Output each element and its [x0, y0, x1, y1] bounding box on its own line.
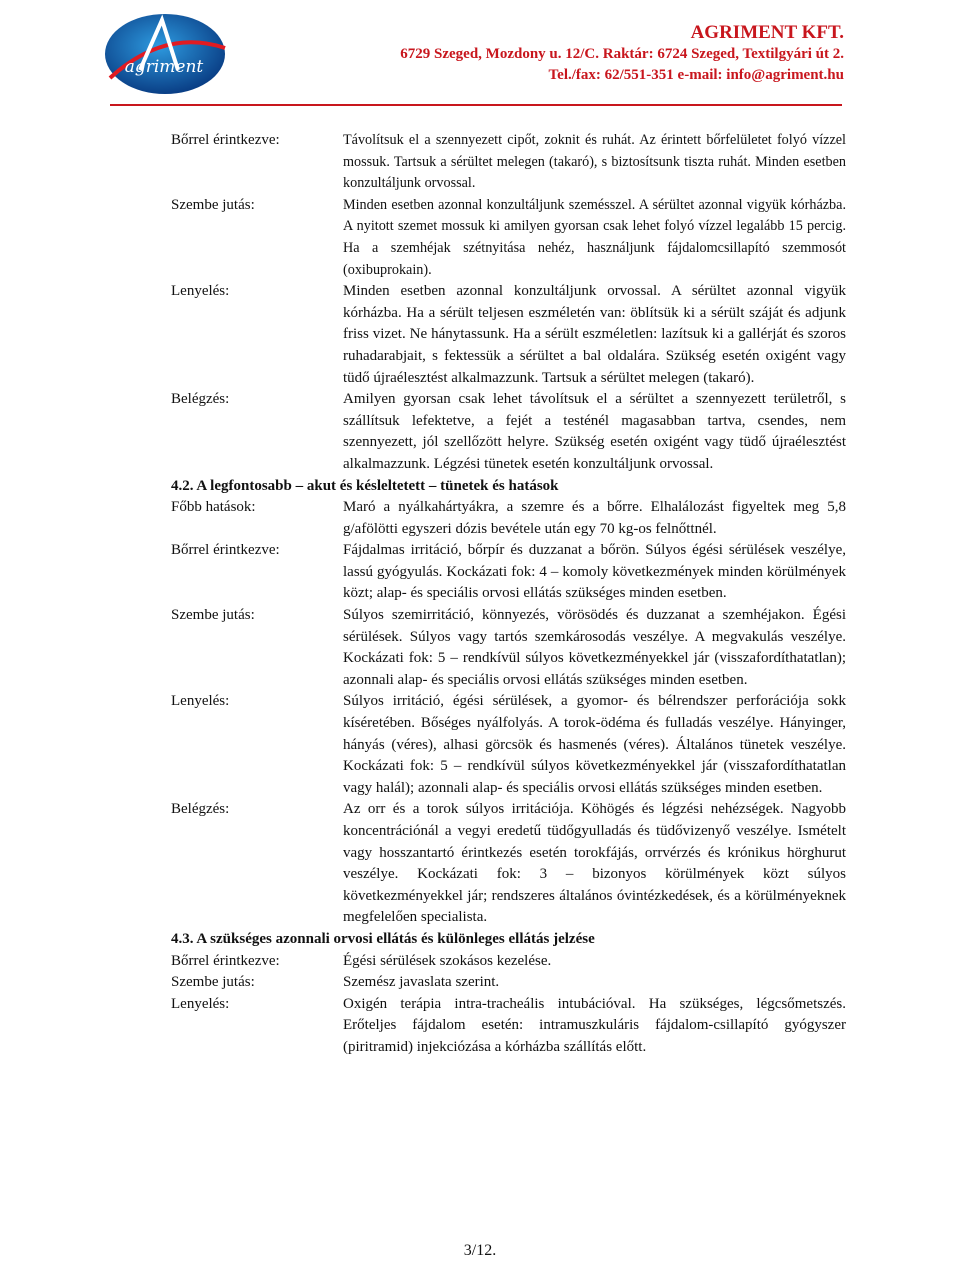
company-name: AGRIMENT KFT. — [690, 22, 844, 43]
first-aid-row — [171, 281, 847, 389]
first-aid-row — [171, 130, 847, 195]
symptom-row — [171, 497, 847, 540]
letterhead — [0, 0, 960, 110]
header-divider — [110, 104, 842, 106]
symptom-row — [171, 540, 847, 605]
row-label: Szembe jutás: — [171, 196, 255, 213]
company-info — [400, 22, 844, 86]
row-label: Szembe jutás: — [171, 607, 255, 624]
row-text: Amilyen gyorsan csak lehet távolítsuk el a sérültet a szennyezett területről, s szállítsuk lefektetve, a fejét a testénél magasabban tartva, csendes, nem szennyezett, jól szellőzött helyre. Szükség esetén oxigént vagy tüdő újraélesztést alkalmazzunk. Légzési tünetek esetén konzultáljunk orvossal. — [343, 391, 846, 472]
treatment-row — [171, 951, 847, 973]
document-body — [171, 130, 847, 1059]
row-label: Belégzés: — [171, 801, 230, 818]
row-label: Bőrrel érintkezve: — [171, 542, 280, 559]
row-text: Fájdalmas irritáció, bőrpír és duzzanat a bőrön. Súlyos égési sérülések veszélye, lassú gyógyulás. Kockázati fok: 4 – komoly következmények minden körülmények közt; alap- és speciális orvosi ellátás szükséges minden esetben. — [343, 542, 846, 602]
first-aid-row — [171, 389, 847, 475]
company-contact: Tel./fax: 62/551-351 e-mail: info@agriment.hu — [548, 67, 844, 83]
agriment-logo — [100, 8, 230, 96]
row-label: Lenyelés: — [171, 995, 230, 1012]
row-text: Minden esetben azonnal konzultáljunk orvossal. A sérültet azonnal vigyük kórházba. Ha a sérült teljesen eszméletén van: öblítsük ki a sérült száját és adjunk friss vizet. Ne hánytassunk. Ha a sérült eszméletlen: lazítsuk ki a gallérját és szoros ruhadarabjait, s fektessük a sérültet a bal oldalára. Szükség esetén oxigént vagy tüdő újraélesztést alkalmazzunk. Tartsuk a sérültet melegen (takaró). — [343, 283, 846, 386]
row-label: Bőrrel érintkezve: — [171, 952, 280, 969]
row-text: Szemész javaslata szerint. — [343, 974, 500, 991]
row-text: Maró a nyálkahártyákra, a szemre és a bőrre. Elhalálozást figyeltek meg 5,8 g/afölötti egyszeri dózis bevétele után egy 70 kg-os felnőttnél. — [343, 499, 846, 537]
row-label: Szembe jutás: — [171, 974, 255, 991]
symptom-row — [171, 691, 847, 799]
row-text: Minden esetben azonnal konzultáljunk szemésszel. A sérültet azonnal vigyük kórházba. A nyitott szemet mossuk ki amilyen gyorsan csak lehet folyó vízzel legalább 15 percig. Ha a szemhéjak szétnyitása nehéz, használjunk fájdalomcsillapító szemmosót (oxibuprokain). — [343, 196, 846, 278]
page-number: 3/12. — [463, 1242, 497, 1259]
row-text: Oxigén terápia intra-tracheális intubációval. Ha szükséges, légcsőmetszés. Erőteljes fájdalom esetén: intramuszkuláris fájdalom-csillapító gyógyszer (piritramid) injekciózása a kórházba szállítás előtt. — [343, 995, 846, 1055]
row-label: Belégzés: — [171, 391, 230, 408]
row-text: Távolítsuk el a szennyezett cipőt, zoknit és ruhát. Az érintett bőrfelületet folyó vízzel mossuk. Tartsuk a sérültet melegen (takaró), s biztosítsunk tiszta ruhát. Minden esetben konzultáljunk orvossal. — [343, 132, 846, 192]
row-text: Égési sérülések szokásos kezelése. — [343, 952, 552, 969]
section-4-3-title: 4.3. A szükséges azonnali orvosi ellátás és különleges ellátás jelzése — [171, 930, 595, 947]
section-4-2-title: 4.2. A legfontosabb – akut és késleltetett – tünetek és hatások — [171, 477, 559, 494]
row-label: Főbb hatások: — [171, 499, 256, 516]
company-address: 6729 Szeged, Mozdony u. 12/C. Raktár: 6724 Szeged, Textilgyári út 2. — [400, 46, 844, 62]
row-text: Az orr és a torok súlyos irritációja. Köhögés és légzési nehézségek. Nagyobb koncentrációnál a vegyi eredetű tüdőgyulladás és tüdővizenyő veszélye. Ismételt vagy hosszantartó érintkezés esetén torokfájás, orrvérzés és krónikus hörghurut veszélye. Kockázati fok: 3 – bizonyos körülmények közt súlyos következményekkel jár; rendszeres általános óvintézkedések, és a körülményeknek megfelelően specialista. — [343, 801, 846, 926]
symptom-row — [171, 605, 847, 691]
svg-text:agriment: agriment — [124, 57, 204, 77]
treatment-row — [171, 994, 847, 1059]
row-label: Lenyelés: — [171, 283, 230, 300]
symptom-row — [171, 799, 847, 929]
row-label: Bőrrel érintkezve: — [171, 132, 280, 148]
row-label: Lenyelés: — [171, 693, 230, 710]
first-aid-row — [171, 195, 847, 281]
row-text: Súlyos irritáció, égési sérülések, a gyomor- és bélrendszer perforációja sokk kíséretében. Bőséges nyálfolyás. A torok-ödéma és fulladás veszélye. Hányinger, hányás (véres), alhasi görcsök és hasmenés (véres). Általános tünetek veszélye. Kockázati fok: 5 – rendkívül súlyos következményekkel jár (visszafordíthatatlan vagy halál); azonnali alap- és speciális orvosi ellátás szükséges minden esetben. — [343, 693, 846, 796]
treatment-row — [171, 972, 847, 994]
row-text: Súlyos szemirritáció, könnyezés, vörösödés és duzzanat a szemhéjakon. Égési sérülések. Súlyos vagy tartós szemkárosodás veszélye. A megvakulás veszélye. Kockázati fok: 5 – rendkívül súlyos következményekkel jár (visszafordíthatatlan); azonnali alap- és speciális orvosi ellátás szükséges minden esetben. — [343, 607, 846, 688]
